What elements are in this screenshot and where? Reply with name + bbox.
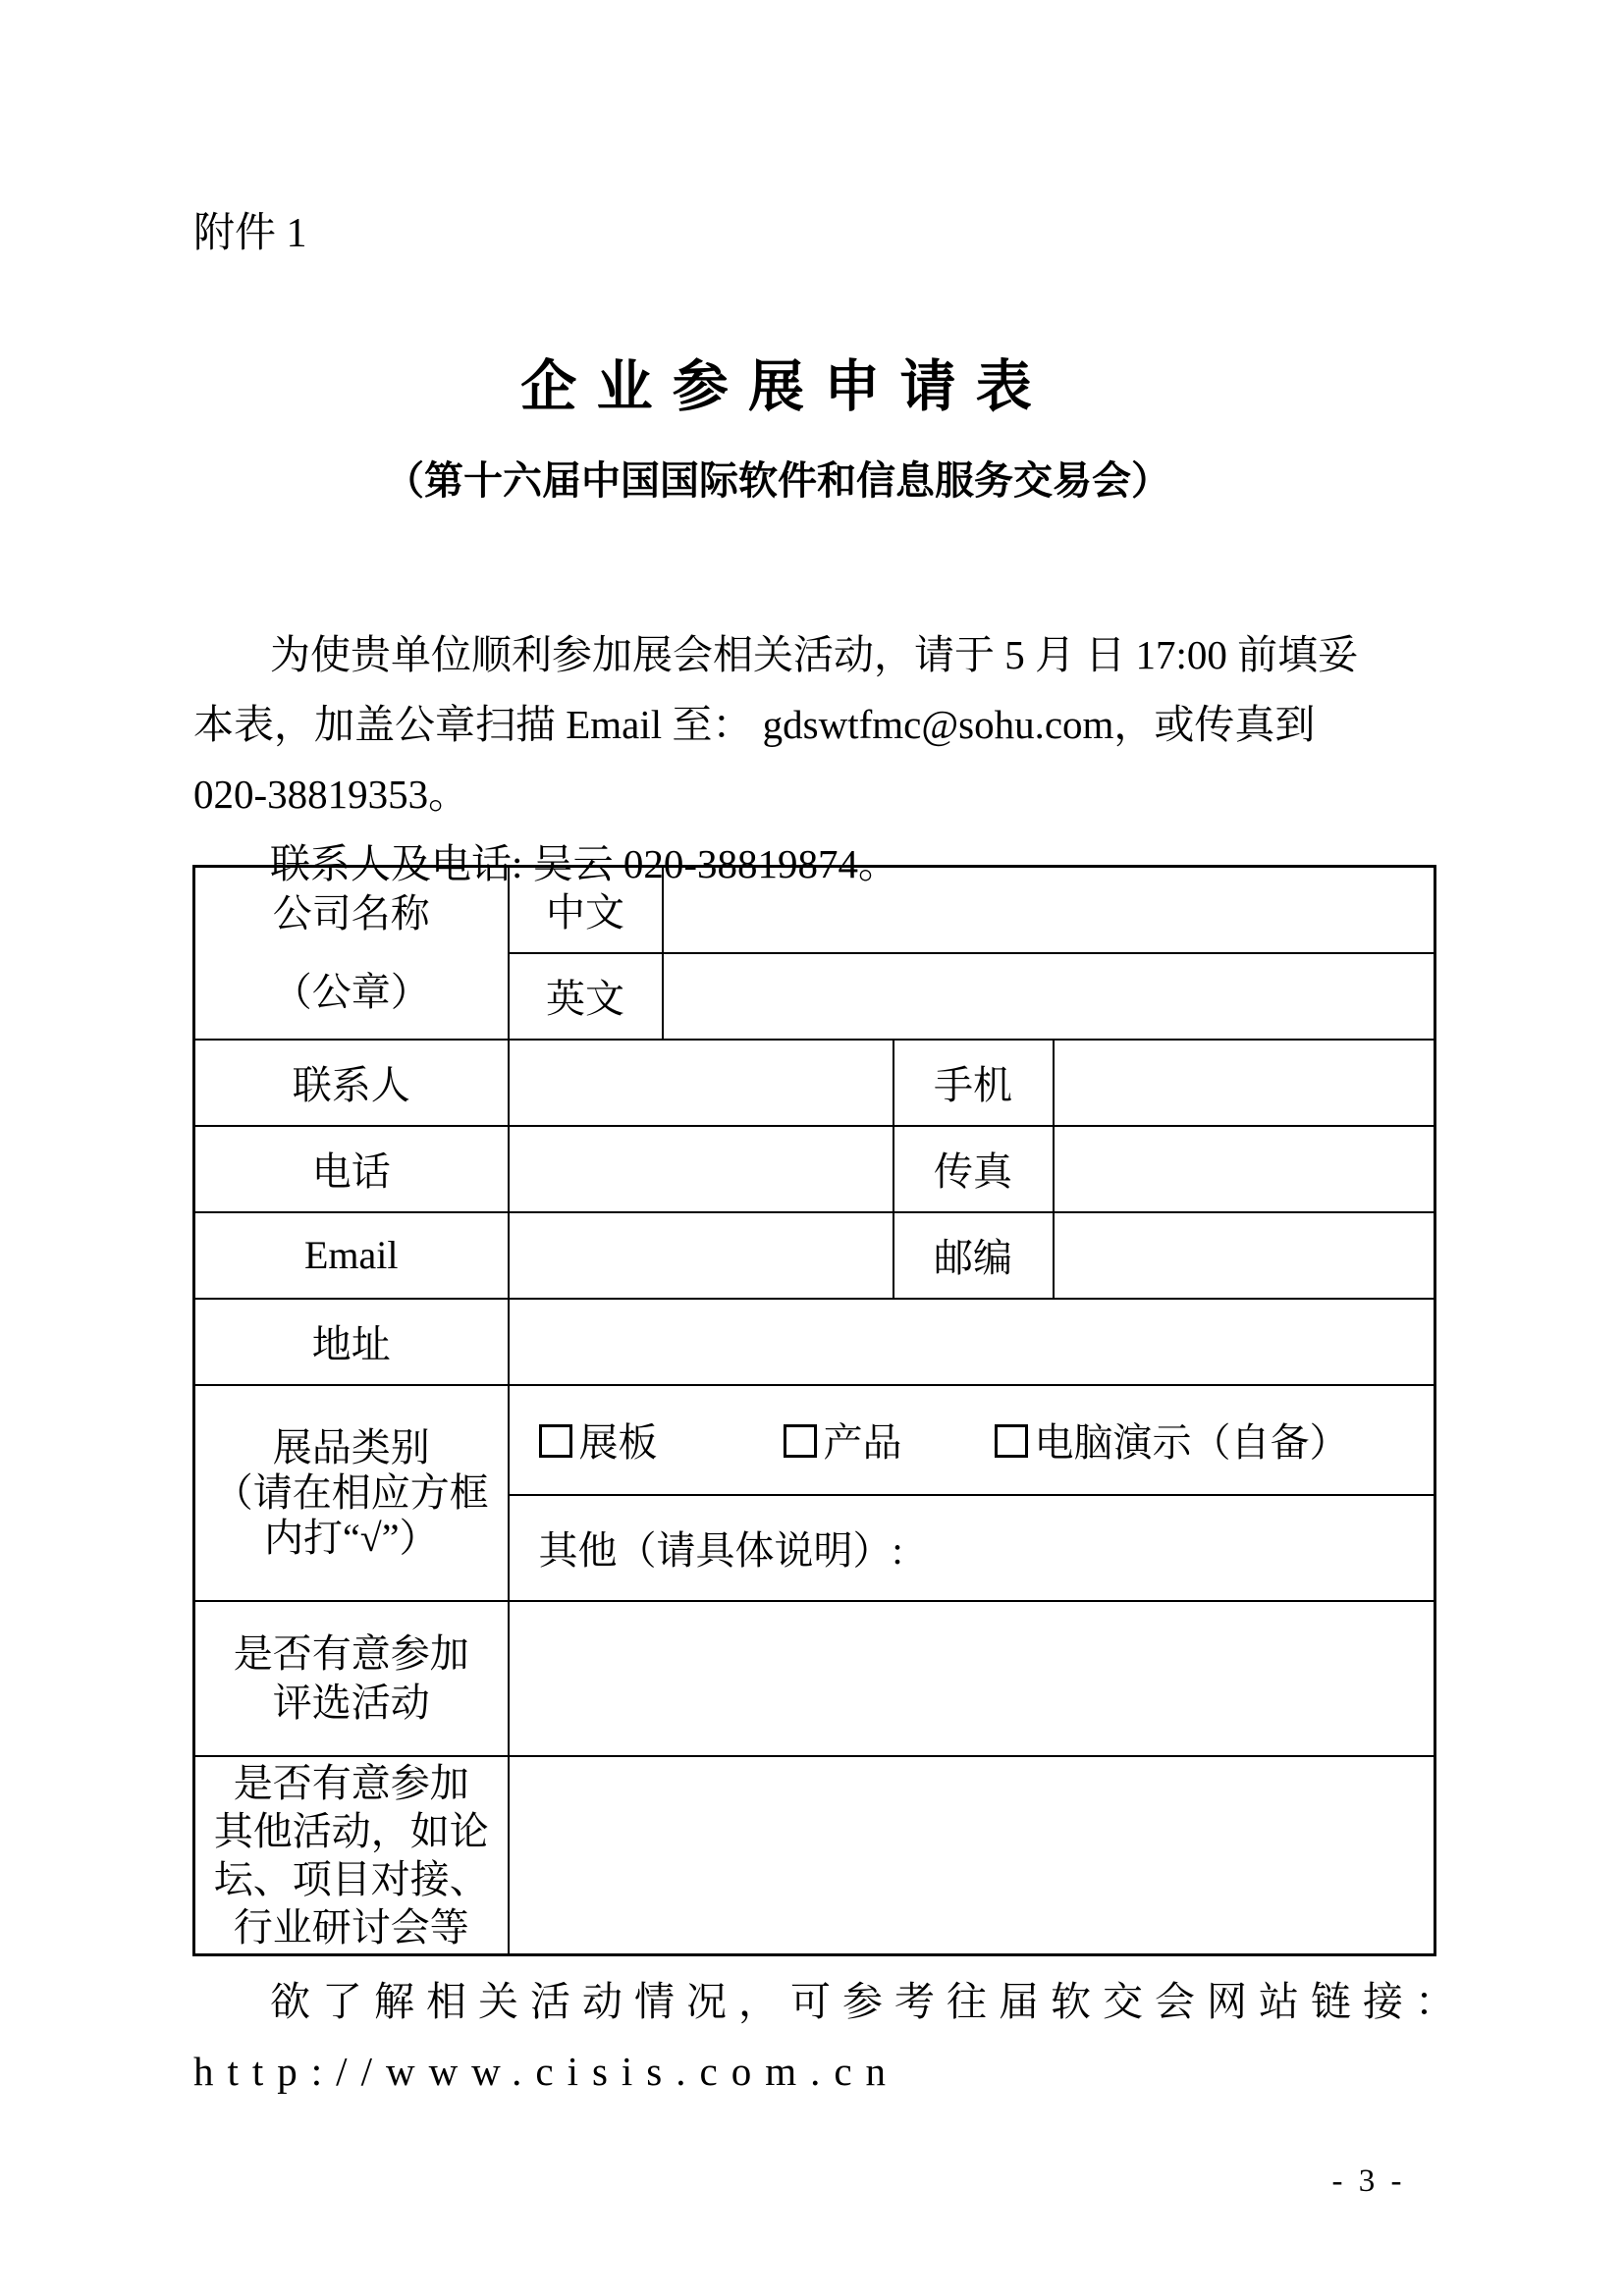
contact-phone-line: 联系人及电话: 吴云 020-38819874。 [270, 841, 899, 886]
checkbox-computer-demo[interactable] [995, 1412, 1349, 1468]
fax-field[interactable] [1054, 1126, 1435, 1212]
other-specify-field[interactable] [509, 1495, 1435, 1601]
website-url: http://www.cisis.com.cn [193, 2049, 900, 2094]
footer-note: 欲了解相关活动情况，可参考往届软交会网站链接： [270, 1979, 1467, 2024]
checkbox-product[interactable] [784, 1412, 902, 1468]
selection-activity-label: 是否有意参加 评选活动 [194, 1601, 509, 1756]
selection-activity-field[interactable] [509, 1601, 1435, 1756]
form-title: 企 业 参 展 申 请 表 [520, 356, 1035, 418]
email-field[interactable] [509, 1212, 893, 1299]
attachment-label: 附件 1 [193, 211, 307, 256]
other-specify-label: 其他（请具体说明）: [538, 1528, 903, 1573]
phone-field[interactable] [509, 1126, 893, 1212]
exhibit-category-label: 展品类别 （请在相应方框 内打“√”） [194, 1385, 509, 1601]
checkbox-exhibit-board[interactable] [539, 1412, 658, 1468]
company-name-en-field[interactable] [663, 953, 1435, 1040]
english-label: 英文 [509, 953, 663, 1040]
checkbox-icon[interactable] [995, 1424, 1028, 1458]
company-name-cn-field[interactable] [663, 867, 1435, 953]
contact-field[interactable] [509, 1040, 893, 1126]
mobile-label: 手机 [893, 1040, 1054, 1126]
application-form-table [192, 865, 1436, 1956]
page-number: - 3 - [1331, 2163, 1406, 2199]
postcode-field[interactable] [1054, 1212, 1435, 1299]
mobile-field[interactable] [1054, 1040, 1435, 1126]
email-label: Email [194, 1212, 509, 1299]
form-subtitle: （第十六届中国国际软件和信息服务交易会） [385, 458, 1170, 503]
other-activity-label: 是否有意参加 其他活动，如论 坛、项目对接、 行业研讨会等 [194, 1756, 509, 1955]
other-activity-field[interactable] [509, 1756, 1435, 1955]
footer-paragraph [193, 1967, 1467, 2107]
checkbox-product-label: 产品 [823, 1420, 902, 1465]
intro-line-1: 为使贵单位顺利参加展会相关活动，请于 5 月 日 17:00 前填妥 [270, 632, 1359, 677]
chinese-label: 中文 [509, 867, 663, 953]
checkbox-exhibit-board-label: 展板 [578, 1420, 658, 1465]
address-label: 地址 [194, 1299, 509, 1385]
intro-line-2: 本表，加盖公章扫描 Email 至： gdswtfmc@sohu.com，或传真到 [193, 702, 1316, 747]
address-field[interactable] [509, 1299, 1435, 1385]
phone-label: 电话 [194, 1126, 509, 1212]
intro-line-3: 020-38819353。 [193, 772, 469, 817]
contact-label: 联系人 [194, 1040, 509, 1126]
exhibit-category-options [509, 1385, 1435, 1495]
intro-paragraph [193, 620, 1438, 899]
checkbox-computer-demo-label: 电脑演示（自备） [1034, 1420, 1349, 1465]
company-name-label: 公司名称 （公章） [194, 867, 509, 1040]
checkbox-icon[interactable] [539, 1424, 572, 1458]
fax-label: 传真 [893, 1126, 1054, 1212]
checkbox-icon[interactable] [784, 1424, 817, 1458]
postcode-label: 邮编 [893, 1212, 1054, 1299]
